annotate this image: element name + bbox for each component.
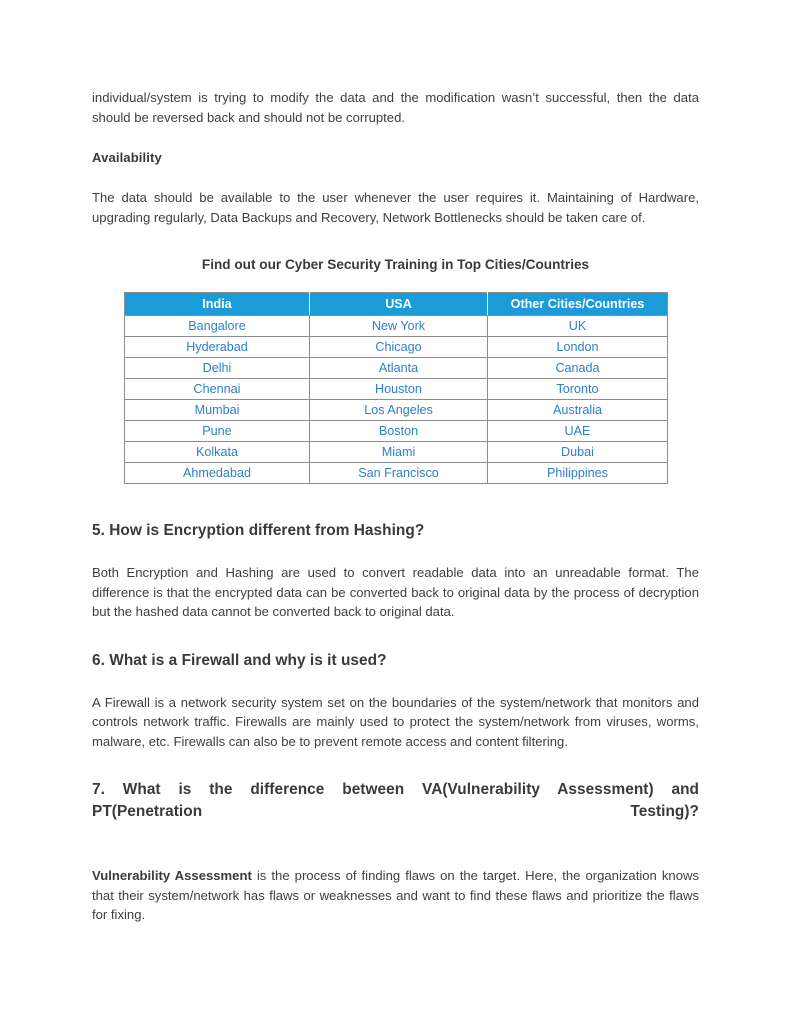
table-header-usa: USA bbox=[310, 293, 488, 316]
table-cell-india: Mumbai bbox=[125, 400, 310, 421]
spacer bbox=[92, 167, 699, 188]
table-row bbox=[125, 379, 668, 400]
spacer bbox=[92, 672, 699, 693]
table-row bbox=[125, 463, 668, 484]
table-header-other: Other Cities/Countries bbox=[488, 293, 668, 316]
table-cell-usa: New York bbox=[310, 316, 488, 337]
table-cell-usa: Houston bbox=[310, 379, 488, 400]
question-heading-5: 5. How is Encryption different from Hashing? bbox=[92, 522, 425, 539]
paragraph-intro-continued: individual/system is trying to modify the data and the modification wasn’t successful, then the data should be reversed back and should not be corrupted. bbox=[92, 90, 699, 125]
table-row bbox=[125, 316, 668, 337]
table-row bbox=[125, 421, 668, 442]
spacer bbox=[92, 542, 699, 563]
paragraph-availability-body: The data should be available to the user whenever the user requires it. Maintaining of Hardware, upgrading regularly, Data Backups and Recovery, Network Bottlenecks should be taken care of. bbox=[92, 190, 699, 225]
question-answer-7 bbox=[92, 866, 699, 925]
table-cell-other: UK bbox=[488, 316, 668, 337]
training-table-title: Find out our Cyber Security Training in Top Cities/Countries bbox=[201, 257, 590, 272]
spacer bbox=[92, 127, 699, 148]
table-cell-india: Bangalore bbox=[125, 316, 310, 337]
heading-availability: Availability bbox=[92, 150, 162, 165]
question-heading-6: 6. What is a Firewall and why is it used? bbox=[92, 651, 387, 669]
question-heading-7: 7. What is the difference between VA(Vulnerability Assessment) and PT(Penetration Testing)? bbox=[92, 781, 699, 820]
question-answer-7-lead: Vulnerability Assessment bbox=[92, 868, 252, 883]
table-cell-india: Chennai bbox=[125, 379, 310, 400]
table-cell-other: London bbox=[488, 337, 668, 358]
table-cell-other: Canada bbox=[488, 358, 668, 379]
table-row bbox=[125, 337, 668, 358]
table-row bbox=[125, 400, 668, 421]
spacer bbox=[92, 845, 699, 866]
table-cell-usa: Los Angeles bbox=[310, 400, 488, 421]
table-header-row bbox=[125, 293, 668, 316]
table-cell-india: Ahmedabad bbox=[125, 463, 310, 484]
spacer bbox=[92, 751, 699, 779]
table-cell-usa: Chicago bbox=[310, 337, 488, 358]
spacer bbox=[92, 275, 699, 292]
table-cell-other: Philippines bbox=[488, 463, 668, 484]
spacer bbox=[92, 622, 699, 650]
question-answer-6: A Firewall is a network security system set on the boundaries of the system/network that monitors and controls network traffic. Firewalls are mainly used to protect the system/network from viruses, worms, malware, etc. Firewalls can also be to prevent remote access and content filtering. bbox=[92, 694, 699, 749]
question-answer-5: Both Encryption and Hashing are used to convert readable data into an unreadable format. The difference is that the encrypted data can be converted back to original data by the process of decryption but the hashed data cannot be converted back to original data. bbox=[92, 565, 699, 619]
training-table-wrapper bbox=[124, 292, 667, 484]
spacer bbox=[92, 484, 699, 520]
table-cell-usa: Atlanta bbox=[310, 358, 488, 379]
table-cell-usa: Boston bbox=[310, 421, 488, 442]
training-cities-table bbox=[124, 292, 668, 484]
spacer bbox=[92, 227, 699, 255]
table-header-india: India bbox=[125, 293, 310, 316]
table-cell-india: Hyderabad bbox=[125, 337, 310, 358]
table-row bbox=[125, 358, 668, 379]
table-cell-india: Delhi bbox=[125, 358, 310, 379]
table-cell-other: Dubai bbox=[488, 442, 668, 463]
table-cell-other: Australia bbox=[488, 400, 668, 421]
question-answer-7-rest: is the process of finding flaws on the target. Here, the organization knows that their system/network has flaws or weaknesses and want to find these flaws and prioritize the flaws for fixing. bbox=[92, 868, 699, 922]
table-cell-other: Toronto bbox=[488, 379, 668, 400]
table-cell-usa: San Francisco bbox=[310, 463, 488, 484]
table-cell-usa: Miami bbox=[310, 442, 488, 463]
table-cell-india: Kolkata bbox=[125, 442, 310, 463]
document-content bbox=[92, 88, 699, 925]
table-row bbox=[125, 442, 668, 463]
table-cell-india: Pune bbox=[125, 421, 310, 442]
table-cell-other: UAE bbox=[488, 421, 668, 442]
